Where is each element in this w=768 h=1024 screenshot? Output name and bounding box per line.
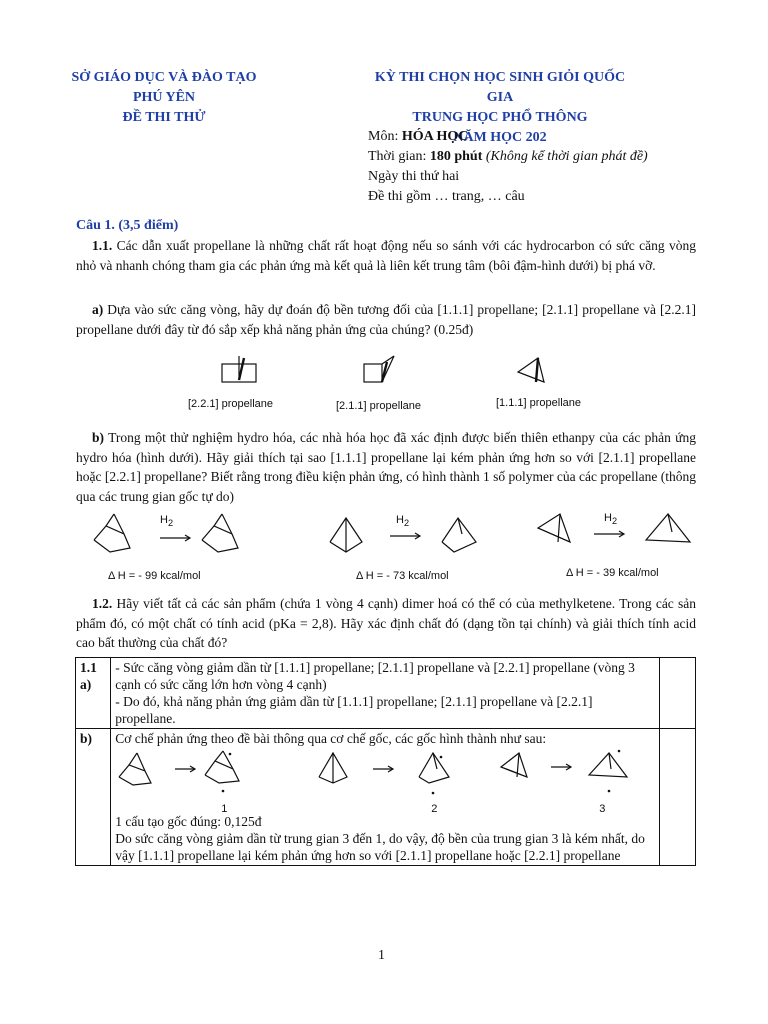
province-name: PHÚ YÊN [132, 90, 196, 105]
radical-label-2: 2 [431, 803, 438, 815]
radical-1-scheme [119, 751, 239, 792]
explanation: Do sức căng vòng giảm dần từ trung gian 3 đến 1, do vậy, độ bền của trung gian 3 là kém nhất, do vậy [1.1.1] propellane lại kém phản ứng hơn so với [2.1.1] propellane hoặc [2.2.1] propellane [115, 831, 645, 863]
radical-label-3: 3 [599, 803, 606, 815]
header-left [64, 68, 264, 128]
radical-structures [115, 747, 655, 813]
answer-cell: - Sức căng vòng giảm dần từ [1.1.1] propellane; [2.1.1] propellane và [2.2.1] propellane (vòng 3 cạnh có sức căng lớn hơn vòng 4 cạnh) - Do đó, khả năng phản ứng giảm dần từ [1.1.1] propellane; [2.1.1] propellane và [2.2.1] propellane. [111, 658, 660, 729]
page-count: Đề thi gồm … trang, … câu [368, 189, 525, 204]
exam-type: ĐỀ THI THỬ [122, 110, 206, 125]
propellane-221-structure [222, 356, 256, 382]
answer-table [75, 657, 696, 866]
label-propellane-211: [2.1.1] propellane [336, 400, 422, 412]
page-number: 1 [378, 948, 385, 963]
radical-mechanism [115, 747, 655, 813]
radical-3-scheme [501, 750, 627, 793]
label-propellane-221: [2.2.1] propellane [188, 398, 274, 410]
exam-day: Ngày thi thứ hai [368, 169, 460, 184]
score-note: 1 cấu tạo gốc đúng: 0,125đ [115, 814, 262, 829]
paragraph-a: a) Dựa vào sức căng vòng, hãy dự đoán độ bền tương đối của [1.1.1] propellane; [2.1.1] propellane và [2.2.1] propellane dưới đây từ đó sắp xếp khả năng phản ứng của chúng? (0.25đ) [76, 302, 696, 337]
propellane-111-structure [518, 358, 544, 382]
label-propellane-111: [1.1.1] propellane [496, 397, 582, 409]
time-note: (Không kể thời gian phát đề) [482, 149, 648, 164]
department-name: SỞ GIÁO DỤC VÀ ĐÀO TẠO [71, 70, 257, 85]
radical-label-1: 1 [221, 803, 228, 815]
row-label: 1.1 a) [76, 658, 111, 729]
propellane-structures [140, 352, 640, 400]
reagent-h2-2: $H_2$ [396, 514, 410, 529]
reagent-h2-3: $H_2$ [604, 512, 618, 527]
radical-2-scheme [319, 753, 449, 794]
exam-level: TRUNG HỌC PHỔ THÔNG [412, 110, 588, 125]
question-title: Câu 1. (3,5 điểm) [76, 218, 179, 233]
paragraph-1-1: 1.1. Các dẫn xuất propellane là những chất rất hoạt động nếu so sánh với các hydrocarbon có sức căng vòng nhỏ và nhanh chóng tham gia các phản ứng mà kết quả là liên kết trung tâm (bôi đậm-hình dưới) bị phá vỡ. [76, 238, 696, 273]
score-cell [660, 658, 696, 729]
reagent-h2-1: $H_2$ [160, 514, 174, 529]
enthalpy-111: Δ H = - 39 kcal/mol [566, 567, 659, 579]
row-label: b) [76, 729, 111, 866]
enthalpy-221: Δ H = - 99 kcal/mol [108, 570, 201, 582]
exam-title: KỲ THI CHỌN HỌC SINH GIỎI QUỐC GIA [374, 70, 626, 105]
score-cell [660, 729, 696, 866]
enthalpy-211: Δ H = - 73 kcal/mol [356, 570, 449, 582]
subject: HÓA HỌC [401, 129, 469, 144]
table-row [76, 729, 696, 866]
answer-cell: Cơ chế phản ứng theo đề bài thông qua cơ chế gốc, các gốc hình thành như sau: 1 2 3 1 cấu tạo gốc đúng: 0,125đ Do sức căng vòng giảm dần từ trung gian 3 đến 1, do vậy, độ bền của trung gian 3 là kém nhất, do vậy [1.1.1] propellane lại kém phản ứng hơn so với [2.1.1] propellane hoặc [2.2.1] propellane [111, 729, 660, 866]
paragraph-1-2: 1.2. Hãy viết tất cả các sản phẩm (chứa 1 vòng 4 cạnh) dimer hoá có thể có của methylketene. Trong các sản phẩm đó, có một chất có tính acid (pKa = 2,8). Hãy xác định chất đó (dạng tồn tại chính) và giải thích tính acid cao bất thường của chất đó? [76, 596, 696, 650]
table-row [76, 658, 696, 729]
propellane-211-structure [364, 356, 394, 382]
exam-meta [368, 127, 648, 207]
time-value: 180 phút [429, 149, 483, 164]
subject-line: Môn: HÓA HỌC [368, 129, 469, 144]
paragraph-b: b) Trong một thử nghiệm hydro hóa, các nhà hóa học đã xác định được biến thiên ethanpy của các phản ứng hydro hóa (hình dưới). Hãy giải thích tại sao [1.1.1] propellane lại kém phản ứng hơn so với [2.1.1] propellane hoặc [2.2.1] propellane? Biết rằng trong điều kiện phản ứng, có hình thành 1 số polymer của các propellane (thông qua các trung gian gốc tự do) [76, 430, 696, 504]
time-line: Thời gian: 180 phút (Không kể thời gian phát đề) [368, 149, 648, 164]
school-year: NĂM HỌC 202 [453, 130, 547, 145]
